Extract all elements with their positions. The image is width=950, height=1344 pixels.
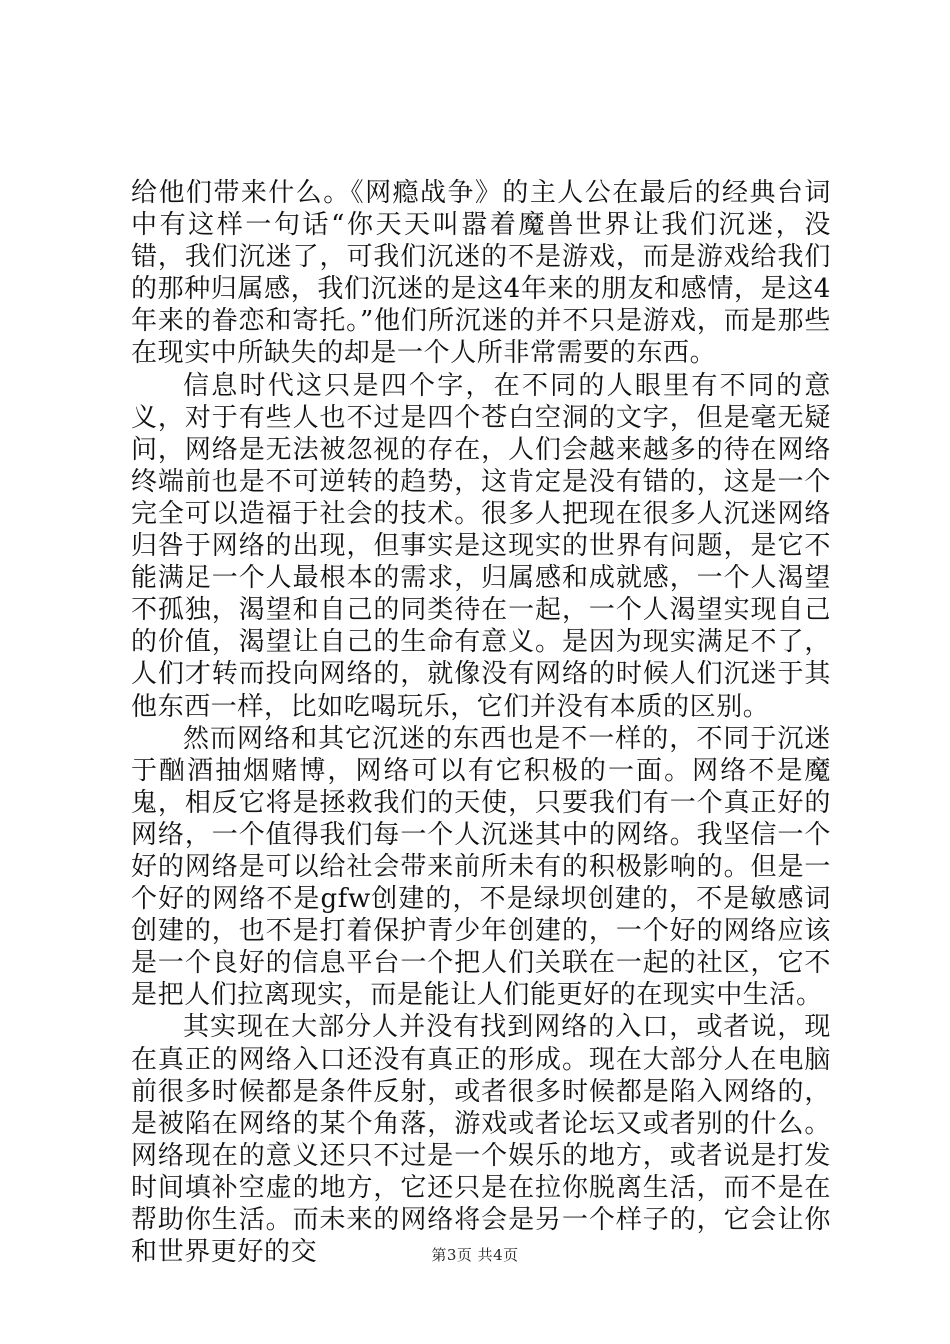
paragraph-3: 然而网络和其它沉迷的东西也是不一样的，不同于沉迷于酗酒抽烟赌博，网络可以有它积极的一面。网络不是魔鬼，相反它将是拯救我们的天使，只要我们有一个真正好的网络，一个值得我们每一个人沉迷其中的网络。我坚信一个好的网络是可以给社会带来前所未有的积极影响的。但是一个好的网络不是gfw创建的，不是绿坝创建的，不是敏感词创建的，也不是打着保护青少年创建的，一个好的网络应该是一个良好的信息平台一个把人们关联在一起的社区，它不是把人们拉离现实，而是能让人们能更好的在现实中生活。	[131, 723, 831, 1011]
paragraph-4: 其实现在大部分人并没有找到网络的入口，或者说，现在真正的网络入口还没有真正的形成。现在大部分人在电脑前很多时候都是条件反射，或者很多时候都是陷入网络的，是被陷在网络的某个角落，游戏或者论坛又或者别的什么。网络现在的意义还只不过是一个娱乐的地方，或者说是打发时间填补空虚的地方，它还只是在拉你脱离生活，而不是在帮助你生活。而未来的网络将会是另一个样子的，它会让你和世界更好的交	[131, 1012, 831, 1268]
document-body	[131, 177, 831, 1268]
paragraph-1: 给他们带来什么。《网瘾战争》的主人公在最后的经典台词中有这样一句话“你天天叫嚣着魔兽世界让我们沉迷，没错，我们沉迷了，可我们沉迷的不是游戏，而是游戏给我们的那种归属感，我们沉迷的是这4年来的朋友和感情，是这4年来的眷恋和寄托。”他们所沉迷的并不只是游戏，而是那些在现实中所缺失的却是一个人所非常需要的东西。	[131, 178, 831, 369]
paragraph-2: 信息时代这只是四个字，在不同的人眼里有不同的意义，对于有些人也不过是四个苍白空洞的文字，但是毫无疑问，网络是无法被忽视的存在，人们会越来越多的待在网络终端前也是不可逆转的趋势，这肯定是没有错的，这是一个完全可以造福于社会的技术。很多人把现在很多人沉迷网络归咎于网络的出现，但事实是这现实的世界有问题，是它不能满足一个人最根本的需求，归属感和成就感，一个人渴望不孤独，渴望和自己的同类待在一起，一个人渴望实现自己的价值，渴望让自己的生命有意义。是因为现实满足不了，人们才转而投向网络的，就像没有网络的时候人们沉迷于其他东西一样，比如吃喝玩乐，它们并没有本质的区别。	[131, 370, 831, 722]
page-number: 第3页 共4页	[431, 1246, 519, 1264]
page-footer	[0, 1244, 950, 1265]
